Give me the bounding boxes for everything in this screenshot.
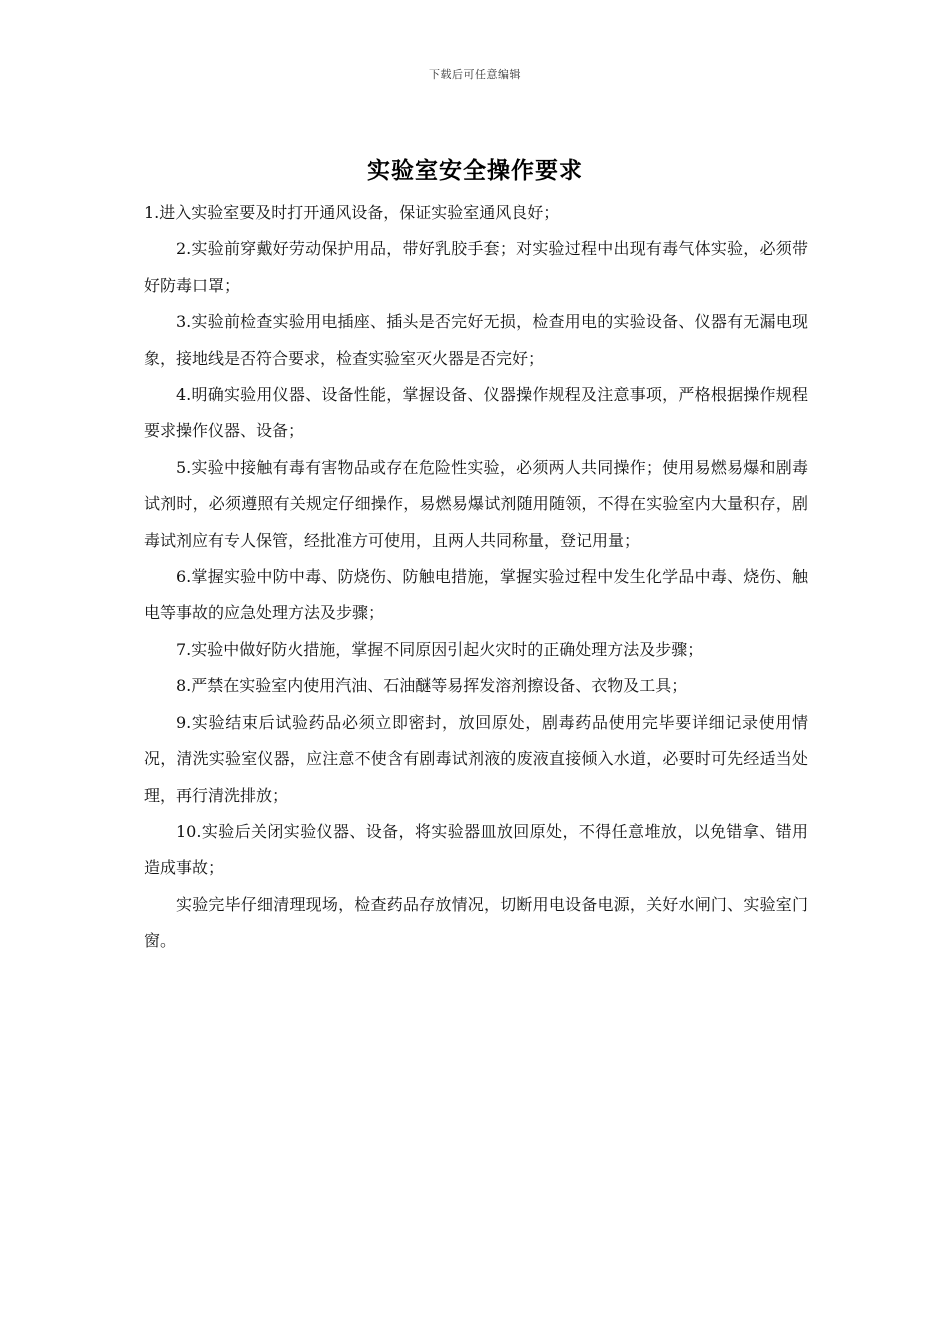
paragraph-4: 4.明确实验用仪器、设备性能，掌握设备、仪器操作规程及注意事项，严格根据操作规程要求操作仪器、设备； (144, 385, 808, 441)
header-note: 下载后可任意编辑 (429, 68, 521, 81)
paragraph-8: 8.严禁在实验室内使用汽油、石油醚等易挥发溶剂擦设备、衣物及工具； (176, 676, 688, 696)
paragraph-10: 10.实验后关闭实验仪器、设备，将实验器皿放回原处，不得任意堆放，以免错拿、错用造成事故； (144, 821, 808, 878)
paragraph-5: 5.实验中接触有毒有害物品或存在危险性实验，必须两人共同操作；使用易燃易爆和剧毒试剂时，必须遵照有关规定仔细操作，易燃易爆试剂随用随领，不得在实验室内大量积存，剧毒试剂应有专人保管，经批准方可使用，且两人共同称量，登记用量； (144, 457, 808, 550)
paragraph-2: 2.实验前穿戴好劳动保护用品，带好乳胶手套；对实验过程中出现有毒气体实验，必须带好防毒口罩； (144, 239, 808, 295)
paragraph-3: 3.实验前检查实验用电插座、插头是否完好无损，检查用电的实验设备、仪器有无漏电现象，接地线是否符合要求，检查实验室灭火器是否完好； (144, 312, 808, 368)
paragraph-7: 7.实验中做好防火措施，掌握不同原因引起火灾时的正确处理方法及步骤； (176, 639, 704, 659)
document-title: 实验室安全操作要求 (367, 157, 583, 184)
document-body (144, 195, 808, 960)
paragraph-9: 9.实验结束后试验药品必须立即密封，放回原处，剧毒药品使用完毕要详细记录使用情况，清洗实验室仪器，应注意不使含有剧毒试剂液的废液直接倾入水道，必要时可先经适当处理，再行清洗排放； (144, 712, 808, 805)
paragraph-1: 1.进入实验室要及时打开通风设备，保证实验室通风良好； (144, 203, 560, 222)
paragraph-closing: 实验完毕仔细清理现场，检查药品存放情况，切断用电设备电源，关好水闸门、实验室门窗。 (144, 894, 808, 951)
paragraph-6: 6.掌握实验中防中毒、防烧伤、防触电措施，掌握实验过程中发生化学品中毒、烧伤、触电等事故的应急处理方法及步骤； (144, 567, 808, 623)
